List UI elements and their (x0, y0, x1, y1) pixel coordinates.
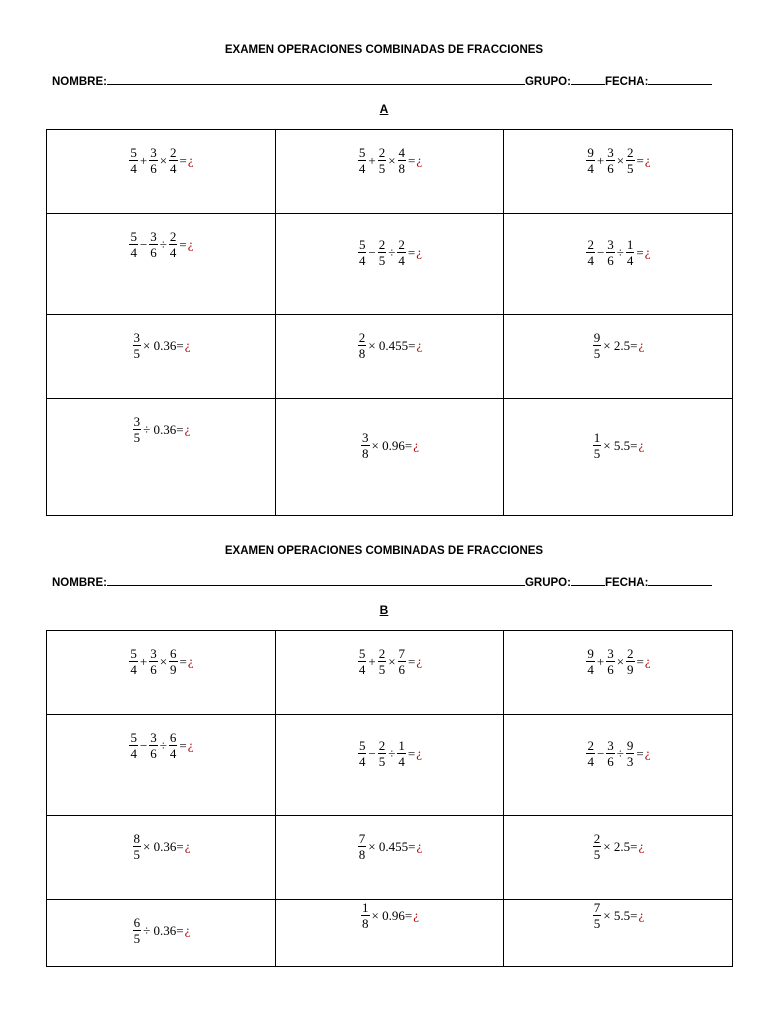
operator: + (368, 653, 376, 669)
expression (504, 331, 732, 360)
operator: × 0.455= (368, 838, 416, 854)
numerator: 2 (378, 237, 386, 252)
numerator: 2 (593, 831, 601, 846)
expression (276, 431, 503, 460)
operator: × (616, 653, 625, 669)
exam-a-title: EXAMEN OPERACIONES COMBINADAS DE FRACCIONES (224, 44, 544, 56)
numerator: 3 (133, 414, 141, 429)
problem-cell (47, 715, 276, 816)
answer-placeholder: ¿ (638, 838, 645, 854)
operator: + (139, 653, 148, 669)
denominator: 8 (398, 161, 406, 176)
operator: × 5.5= (603, 437, 638, 453)
numerator: 2 (627, 145, 634, 160)
operator: × (616, 152, 625, 168)
numerator: 3 (607, 145, 614, 160)
exam-b-title: EXAMEN OPERACIONES COMBINADAS DE FRACCIONES (224, 545, 544, 557)
operator: + (368, 152, 376, 168)
operator: = (636, 653, 644, 669)
fraction (361, 431, 370, 460)
problem-cell (504, 715, 733, 816)
problem-cell (47, 816, 276, 900)
denominator: 6 (398, 662, 406, 677)
expression (276, 331, 503, 360)
denominator: 8 (362, 446, 369, 461)
expression (504, 238, 732, 267)
operator: × 0.96= (371, 437, 413, 453)
expression (47, 415, 275, 444)
fraction (149, 146, 158, 175)
denominator: 4 (587, 161, 594, 176)
fraction (361, 901, 370, 930)
operator: = (408, 653, 416, 669)
operator: = (408, 152, 416, 168)
denominator: 4 (358, 161, 366, 176)
numerator: 2 (169, 229, 177, 244)
denominator: 4 (130, 746, 137, 761)
fraction (358, 832, 367, 861)
numerator: 8 (133, 831, 141, 846)
numerator: 7 (398, 646, 406, 661)
denominator: 4 (398, 754, 405, 769)
denominator: 4 (169, 746, 177, 761)
answer-placeholder: ¿ (416, 337, 423, 353)
fraction (169, 146, 178, 175)
denominator: 4 (130, 662, 137, 677)
operator: − (139, 236, 148, 252)
answer-placeholder: ¿ (644, 653, 651, 669)
numerator: 5 (130, 730, 137, 745)
expression (504, 832, 732, 861)
problem-cell (504, 315, 733, 399)
problem-cell (276, 130, 504, 214)
numerator: 3 (150, 730, 157, 745)
answer-placeholder: ¿ (413, 437, 419, 453)
numerator: 3 (150, 145, 157, 160)
nombre-field[interactable] (107, 575, 525, 586)
operator: ÷ 0.36= (143, 421, 184, 437)
expression (504, 739, 732, 768)
grupo-label: GRUPO: (524, 577, 571, 589)
numerator: 5 (358, 145, 366, 160)
denominator: 4 (130, 161, 137, 176)
fraction (133, 331, 142, 360)
denominator: 4 (358, 662, 366, 677)
numerator: 2 (587, 738, 594, 753)
numerator: 5 (358, 646, 366, 661)
numerator: 5 (130, 229, 137, 244)
numerator: 2 (378, 738, 386, 753)
numerator: 9 (593, 330, 601, 345)
denominator: 5 (133, 346, 141, 361)
numerator: 9 (626, 738, 634, 753)
problem-cell (47, 214, 276, 315)
numerator: 7 (358, 831, 366, 846)
fraction (626, 146, 635, 175)
nombre-label: NOMBRE: (52, 577, 107, 589)
answer-placeholder: ¿ (644, 152, 651, 168)
expression (504, 146, 732, 175)
numerator: 9 (587, 145, 594, 160)
denominator: 4 (587, 662, 594, 677)
numerator: 3 (150, 646, 157, 661)
expression (504, 431, 732, 460)
problem-cell (47, 900, 276, 967)
operator: = (407, 745, 416, 761)
numerator: 6 (170, 646, 177, 661)
fraction (169, 647, 178, 676)
answer-placeholder: ¿ (416, 244, 423, 260)
expression (47, 647, 275, 676)
problem-cell (47, 399, 276, 516)
operator: × 2.5= (603, 337, 638, 353)
denominator: 4 (358, 253, 366, 268)
fraction (586, 238, 595, 267)
numerator: 5 (358, 738, 366, 753)
expression (276, 647, 503, 676)
problem-cell (276, 631, 504, 715)
expression (47, 731, 275, 760)
expression (276, 832, 503, 861)
operator: ÷ (616, 244, 624, 260)
problem-cell (504, 214, 733, 315)
exam-a-name-line (52, 74, 712, 88)
denominator: 9 (170, 662, 177, 677)
problem-cell (504, 816, 733, 900)
denominator: 4 (626, 253, 634, 268)
fraction (586, 647, 595, 676)
operator: = (179, 236, 187, 252)
fraction (358, 647, 367, 676)
fraction (586, 739, 595, 768)
denominator: 8 (362, 916, 369, 931)
answer-placeholder: ¿ (416, 653, 423, 669)
numerator: 6 (133, 915, 141, 930)
answer-placeholder: ¿ (187, 653, 194, 669)
fraction (378, 146, 387, 175)
answer-placeholder: ¿ (187, 152, 194, 168)
numerator: 3 (362, 430, 369, 445)
denominator: 5 (133, 430, 141, 445)
exam-b-table (46, 630, 733, 967)
answer-placeholder: ¿ (638, 437, 645, 453)
fraction (149, 230, 158, 259)
numerator: 1 (593, 430, 601, 445)
fraction (133, 832, 142, 861)
operator: ÷ 0.36= (143, 922, 184, 938)
denominator: 3 (626, 754, 634, 769)
problem-cell (504, 631, 733, 715)
grupo-field[interactable] (571, 74, 605, 85)
numerator: 2 (398, 237, 405, 252)
exam-b-name-line (52, 575, 712, 589)
fraction (593, 431, 602, 460)
operator: − (596, 244, 605, 260)
table-row (47, 130, 733, 214)
problem-cell (47, 315, 276, 399)
answer-placeholder: ¿ (184, 337, 191, 353)
operator: = (636, 745, 644, 761)
expression (276, 238, 503, 267)
problem-cell (504, 130, 733, 214)
denominator: 5 (593, 916, 601, 931)
operator: × 0.455= (368, 337, 416, 353)
expression (47, 331, 275, 360)
operator: × 2.5= (603, 838, 638, 854)
denominator: 5 (593, 446, 601, 461)
operator: = (179, 737, 187, 753)
denominator: 6 (607, 161, 614, 176)
fraction (133, 415, 142, 444)
table-row (47, 399, 733, 516)
expression (47, 146, 275, 175)
operator: ÷ (388, 745, 396, 761)
denominator: 5 (378, 161, 386, 176)
exam-a-letter: A (379, 102, 389, 116)
denominator: 4 (169, 245, 177, 260)
numerator: 2 (587, 237, 594, 252)
operator: = (179, 152, 187, 168)
fraction (129, 647, 138, 676)
table-row (47, 816, 733, 900)
denominator: 4 (587, 253, 594, 268)
denominator: 4 (587, 754, 594, 769)
operator: − (139, 737, 148, 753)
numerator: 2 (627, 646, 634, 661)
denominator: 9 (627, 662, 634, 677)
answer-placeholder: ¿ (187, 236, 194, 252)
fraction (129, 146, 138, 175)
fecha-label: FECHA: (604, 76, 649, 88)
denominator: 5 (133, 847, 141, 862)
numerator: 1 (398, 738, 405, 753)
expression (276, 739, 503, 768)
operator: + (139, 152, 148, 168)
denominator: 8 (358, 346, 366, 361)
operator: × (388, 152, 396, 168)
answer-placeholder: ¿ (644, 244, 651, 260)
fraction (397, 238, 406, 267)
fraction (149, 731, 158, 760)
operator: ÷ (159, 737, 167, 753)
fraction (606, 647, 615, 676)
fraction (129, 230, 138, 259)
answer-placeholder: ¿ (184, 838, 191, 854)
exam-b-letter: B (379, 603, 389, 617)
fraction (378, 238, 387, 267)
fraction (397, 739, 406, 768)
fraction (129, 731, 138, 760)
denominator: 6 (150, 662, 157, 677)
fraction (586, 146, 595, 175)
operator: × (159, 152, 168, 168)
numerator: 3 (150, 229, 157, 244)
problem-cell (47, 130, 276, 214)
fecha-field[interactable] (648, 575, 712, 586)
denominator: 5 (593, 847, 601, 862)
operator: × 0.96= (371, 907, 413, 923)
numerator: 7 (593, 900, 601, 915)
table-row (47, 715, 733, 816)
fecha-field[interactable] (648, 74, 712, 85)
fraction (149, 647, 158, 676)
denominator: 4 (398, 253, 405, 268)
fraction (378, 647, 387, 676)
fraction (133, 916, 142, 945)
fraction (606, 146, 615, 175)
numerator: 2 (378, 145, 386, 160)
denominator: 6 (150, 161, 157, 176)
fraction (169, 230, 178, 259)
numerator: 3 (133, 330, 141, 345)
denominator: 6 (150, 245, 157, 260)
fraction (626, 739, 635, 768)
answer-placeholder: ¿ (638, 337, 645, 353)
nombre-field[interactable] (107, 74, 525, 85)
problem-cell (276, 399, 504, 516)
operator: − (596, 745, 605, 761)
fraction (593, 901, 602, 930)
problem-cell (504, 399, 733, 516)
operator: + (596, 152, 605, 168)
operator: × (388, 653, 396, 669)
operator: × 0.36= (143, 838, 184, 854)
denominator: 4 (358, 754, 366, 769)
problem-cell (276, 315, 504, 399)
fraction (358, 238, 367, 267)
table-row (47, 900, 733, 967)
fraction (358, 146, 367, 175)
fraction (626, 647, 635, 676)
numerator: 3 (607, 237, 614, 252)
numerator: 3 (607, 738, 614, 753)
table-row (47, 315, 733, 399)
operator: = (179, 653, 187, 669)
answer-placeholder: ¿ (416, 745, 423, 761)
fraction (358, 739, 367, 768)
answer-placeholder: ¿ (416, 838, 423, 854)
nombre-label: NOMBRE: (52, 76, 107, 88)
denominator: 5 (378, 754, 386, 769)
fraction (626, 238, 635, 267)
fraction (398, 146, 407, 175)
numerator: 2 (358, 330, 366, 345)
fecha-label: FECHA: (604, 577, 649, 589)
answer-placeholder: ¿ (187, 737, 194, 753)
operator: = (636, 244, 644, 260)
denominator: 6 (607, 662, 614, 677)
operator: + (596, 653, 605, 669)
answer-placeholder: ¿ (184, 922, 191, 938)
expression (276, 146, 503, 175)
expression (276, 901, 503, 930)
expression (47, 916, 275, 945)
answer-placeholder: ¿ (413, 907, 419, 923)
grupo-label: GRUPO: (524, 76, 571, 88)
operator: ÷ (616, 745, 624, 761)
operator: = (407, 244, 416, 260)
denominator: 6 (607, 253, 614, 268)
problem-cell (276, 816, 504, 900)
problem-cell (276, 715, 504, 816)
numerator: 3 (607, 646, 614, 661)
expression (504, 647, 732, 676)
answer-placeholder: ¿ (638, 907, 645, 923)
denominator: 6 (150, 746, 157, 761)
numerator: 5 (130, 646, 137, 661)
fraction (606, 238, 615, 267)
denominator: 4 (170, 161, 177, 176)
problem-cell (276, 214, 504, 315)
denominator: 5 (378, 253, 386, 268)
expression (47, 832, 275, 861)
numerator: 2 (170, 145, 177, 160)
numerator: 2 (378, 646, 386, 661)
numerator: 9 (587, 646, 594, 661)
expression (504, 901, 732, 930)
exam-a-table (46, 129, 733, 516)
fraction (169, 731, 178, 760)
numerator: 6 (169, 730, 177, 745)
operator: × (159, 653, 168, 669)
fraction (593, 832, 602, 861)
numerator: 1 (362, 900, 369, 915)
fraction (378, 739, 387, 768)
denominator: 4 (130, 245, 137, 260)
numerator: 1 (626, 237, 634, 252)
table-row (47, 631, 733, 715)
operator: ÷ (388, 244, 396, 260)
fraction (398, 647, 407, 676)
expression (47, 230, 275, 259)
table-row (47, 214, 733, 315)
problem-cell (504, 900, 733, 967)
operator: × 5.5= (603, 907, 638, 923)
operator: ÷ (159, 236, 167, 252)
denominator: 5 (133, 931, 141, 946)
operator: = (636, 152, 644, 168)
numerator: 5 (358, 237, 366, 252)
fraction (593, 331, 602, 360)
operator: − (368, 244, 376, 260)
fraction (606, 739, 615, 768)
denominator: 8 (358, 847, 366, 862)
problem-cell (276, 900, 504, 967)
problem-cell (47, 631, 276, 715)
numerator: 5 (130, 145, 137, 160)
grupo-field[interactable] (571, 575, 605, 586)
denominator: 6 (607, 754, 614, 769)
fraction (358, 331, 367, 360)
answer-placeholder: ¿ (416, 152, 423, 168)
answer-placeholder: ¿ (644, 745, 651, 761)
denominator: 5 (378, 662, 386, 677)
denominator: 5 (627, 161, 634, 176)
operator: − (368, 745, 376, 761)
operator: × 0.36= (143, 337, 184, 353)
numerator: 4 (398, 145, 406, 160)
answer-placeholder: ¿ (184, 421, 191, 437)
denominator: 5 (593, 346, 601, 361)
